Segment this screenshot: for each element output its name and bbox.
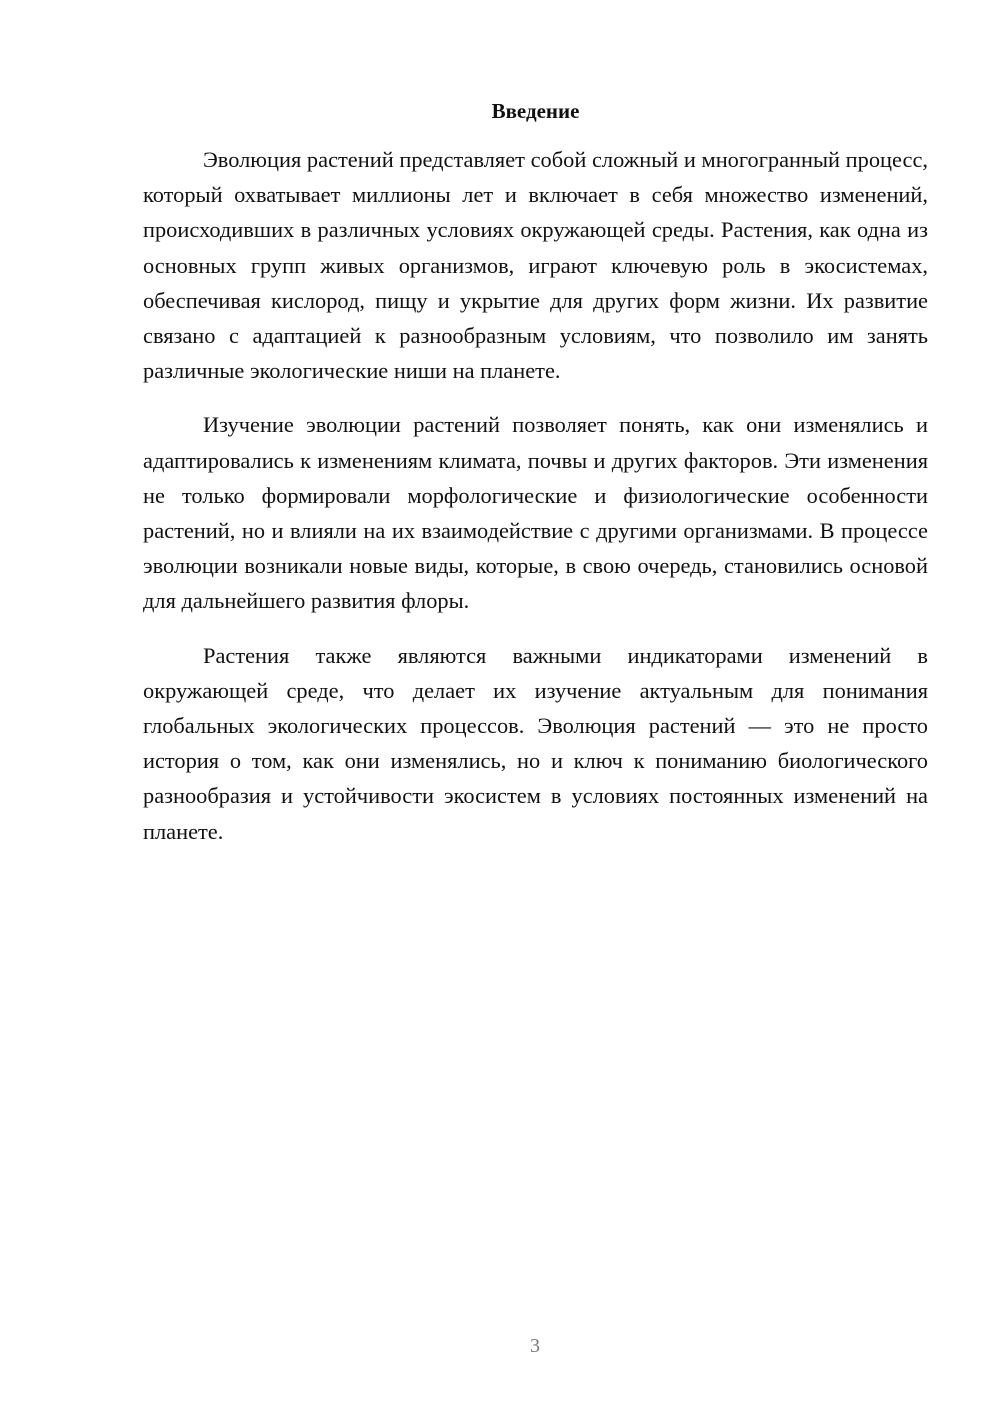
page-number: 3	[530, 1335, 540, 1357]
section-heading: Введение	[491, 99, 580, 123]
paragraph-3: Растения также являются важными индикаторами изменений в окружающей среде, что делает их изучение актуальным для понимания глобальных экологических процессов. Эволюция растений — это не просто история о том, как они изменялись, но и ключ к пониманию биологического разнообразия и устойчивости экосистем в условиях постоянных изменений на планете.	[143, 642, 928, 844]
paragraph-2: Изучение эволюции растений позволяет понять, как они изменялись и адаптировались к изменениям климата, почвы и других факторов. Эти изменения не только формировали морфологические и физиологические особенности растений, но и влияли на их взаимодействие с другими организмами. В процессе эволюции возникали новые виды, которые, в свою очередь, становились основой для дальнейшего развития флоры.	[143, 412, 928, 614]
page-content	[143, 94, 928, 868]
paragraph-1: Эволюция растений представляет собой сложный и многогранный процесс, который охватывает миллионы лет и включает в себя множество изменений, происходивших в различных условиях окружающей среды. Растения, как одна из основных групп живых организмов, играют ключевую роль в экосистемах, обеспечивая кислород, пищу и укрытие для других форм жизни. Их развитие связано с адаптацией к разнообразным условиям, что позволило им занять различные экологические ниши на планете.	[143, 147, 928, 384]
